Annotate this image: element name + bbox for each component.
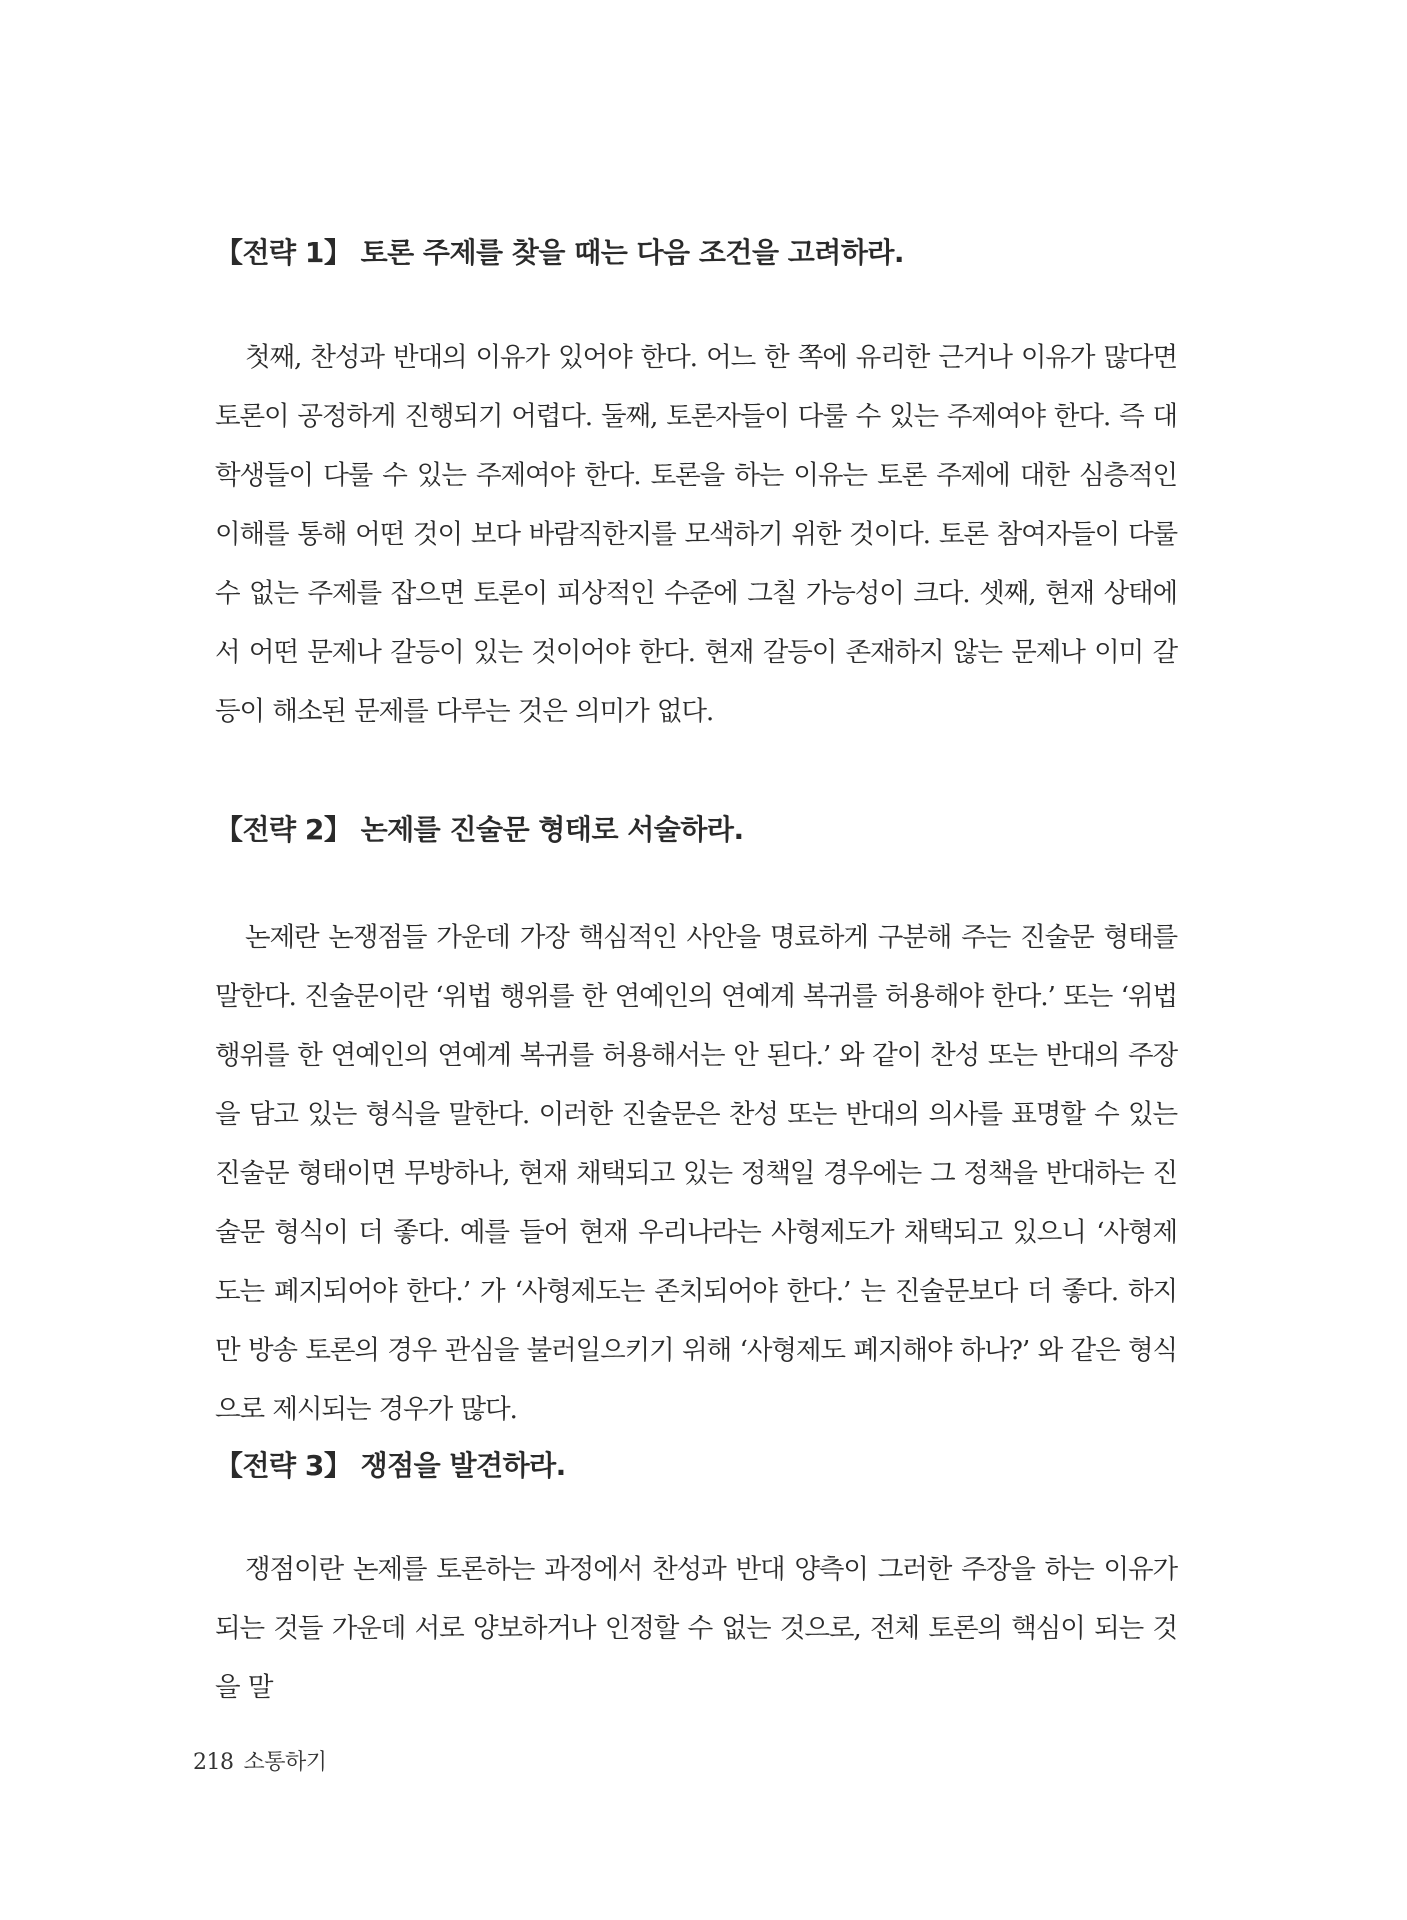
strategy-1-heading: 【전략 1】 토론 주제를 찾을 때는 다음 조건을 고려하라.	[215, 236, 905, 269]
strategy-2-body: 논제란 논쟁점들 가운데 가장 핵심적인 사안을 명료하게 구분해 주는 진술문 형태를 말한다. 진술문이란 ‘위법 행위를 한 연예인의 연예계 복귀를 허용해야 한다.’ 또는 ‘위법 행위를 한 연예인의 연예계 복귀를 허용해서는 안 된다.’ 와 같이 찬성 또는 반대의 주장을 담고 있는 형식을 말한다. 이러한 진술문은 찬성 또는 반대의 의사를 표명할 수 있는 진술문 형태이면 무방하나, 현재 채택되고 있는 정책일 경우에는 그 정책을 반대하는 진술문 형식이 더 좋다. 예를 들어 현재 우리나라는 사형제도가 채택되고 있으니 ‘사형제도는 폐지되어야 한다.’ 가 ‘사형제도는 존치되어야 한다.’ 는 진술문보다 더 좋다. 하지만 방송 토론의 경우 관심을 불러일으키기 위해 ‘사형제도 폐지해야 하나?’ 와 같은 형식으로 제시되는 경우가 많다.	[215, 922, 1177, 1425]
page-number: 218	[193, 1750, 234, 1775]
strategy-2-heading: 【전략 2】 논제를 진술문 형태로 서술하라.	[215, 813, 744, 846]
strategy-3-heading: 【전략 3】 쟁점을 발견하라.	[215, 1449, 566, 1482]
strategy-1-body: 첫째, 찬성과 반대의 이유가 있어야 한다. 어느 한 쪽에 유리한 근거나 이유가 많다면 토론이 공정하게 진행되기 어렵다. 둘째, 토론자들이 다룰 수 있는 주제여야 한다. 즉 대학생들이 다룰 수 있는 주제여야 한다. 토론을 하는 이유는 토론 주제에 대한 심층적인 이해를 통해 어떤 것이 보다 바람직한지를 모색하기 위한 것이다. 토론 참여자들이 다룰 수 없는 주제를 잡으면 토론이 피상적인 수준에 그칠 가능성이 크다. 셋째, 현재 상태에서 어떤 문제나 갈등이 있는 것이어야 한다. 현재 갈등이 존재하지 않는 문제나 이미 갈등이 해소된 문제를 다루는 것은 의미가 없다.	[215, 342, 1177, 727]
strategy-3-body: 쟁점이란 논제를 토론하는 과정에서 찬성과 반대 양측이 그러한 주장을 하는 이유가 되는 것들 가운데 서로 양보하거나 인정할 수 없는 것으로, 전체 토론의 핵심이 되는 것을 말	[215, 1554, 1177, 1703]
page-footer	[193, 1745, 337, 1776]
book-title: 소통하기	[243, 1750, 327, 1775]
